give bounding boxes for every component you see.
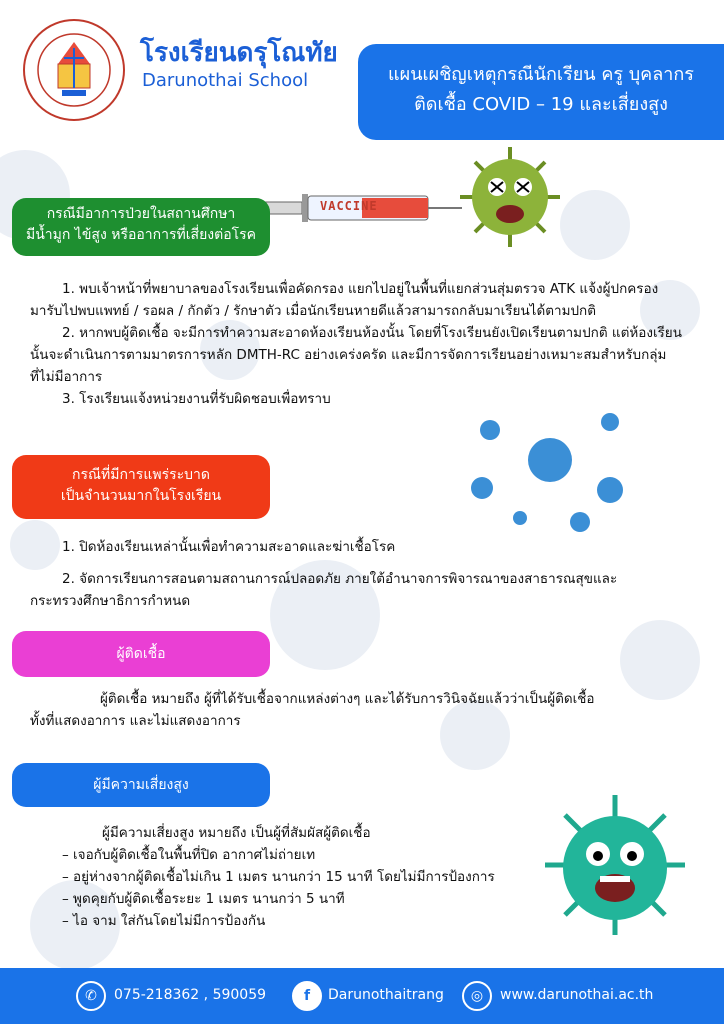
footer-phone: 075-218362 , 590059 xyxy=(114,987,267,1003)
list-item: มารับไปพบแพทย์ / รอผล / กักตัว / รักษาตัว เมื่อนักเรียนหายดีแล้วสามารถกลับมาเรียนได้ตามปกติ xyxy=(30,303,596,319)
list-item: 3. โรงเรียนแจ้งหน่วยงานที่รับผิดชอบเพื่อทราบ xyxy=(62,391,331,407)
list-item: – ไอ จาม ใส่กันโดยไม่มีการป้องกัน xyxy=(62,913,266,929)
section-heading-line2: มีน้ำมูก ไข้สูง หรืออาการที่เสี่ยงต่อโรค xyxy=(25,227,257,243)
definition-line: ผู้ติดเชื้อ หมายถึง ผู้ที่ได้รับเชื้อจากแหล่งต่างๆ และได้รับการวินิจฉัยแล้วว่าเป็นผู้ติดเชื้อ xyxy=(100,691,595,707)
phone-icon: ✆ xyxy=(76,981,106,1011)
list-item: – พูดคุยกับผู้ติดเชื้อระยะ 1 เมตร นานกว่า 5 นาที xyxy=(62,891,345,907)
globe-icon[interactable]: ◎ xyxy=(462,981,492,1011)
section-infected-text xyxy=(30,688,700,732)
section-sick-at-school-heading xyxy=(12,198,270,256)
list-item: – อยู่ห่างจากผู้ติดเชื้อไม่เกิน 1 เมตร นานกว่า 15 นาที โดยไม่มีการป้องการ xyxy=(62,869,495,885)
list-item: 1. ปิดห้องเรียนเหล่านั้นเพื่อทำความสะอาดและฆ่าเชื้อโรค xyxy=(62,539,396,555)
section-heading-line1: กรณีมีอาการป่วยในสถานศึกษา xyxy=(46,206,236,222)
list-item: 2. จัดการเรียนการสอนตามสถานการณ์ปลอดภัย ภายใต้อำนาจการพิจารณาของสาธารณสุขและ xyxy=(62,571,618,587)
footer-contact-bar xyxy=(0,968,724,1024)
list-item: กระทรวงศึกษาธิการกำหนด xyxy=(30,593,191,609)
vaccine-label: VACCINE xyxy=(320,199,378,213)
background-virus-decoration xyxy=(560,190,630,260)
section-heading-line1: กรณีที่มีการแพร่ระบาด xyxy=(72,467,210,483)
facebook-icon[interactable]: f xyxy=(292,981,322,1011)
page-title-line2: ติดเชื้อ COVID – 19 และเสี่ยงสูง xyxy=(414,94,668,115)
list-item: 2. หากพบผู้ติดเชื้อ จะมีการทำความสะอาดห้องเรียนห้องนั้น โดยที่โรงเรียนยังเปิดเรียนตามปกติ แต่ห้องเรียน xyxy=(62,325,682,341)
school-name-thai: โรงเรียนดรุโณทัย xyxy=(140,38,338,68)
cartoon-virus-icon xyxy=(455,142,565,252)
section-outbreak-heading xyxy=(12,455,270,519)
page-title-line1: แผนเผชิญเหตุกรณีนักเรียน ครู บุคลากร xyxy=(388,64,694,85)
school-name-english: Darunothai School xyxy=(142,70,309,91)
list-item: 1. พบเจ้าหน้าที่พยาบาลของโรงเรียนเพื่อคัดกรอง แยกไปอยู่ในพื้นที่แยกส่วนสุ่มตรวจ ATK แจ้งผู้ปกครอง xyxy=(62,281,659,297)
vaccine-syringe-illustration xyxy=(262,188,462,228)
definition-line: ทั้งที่แสดงอาการ และไม่แสดงอาการ xyxy=(30,713,241,729)
section-sick-at-school-list xyxy=(30,278,700,410)
section-heading-line2: เป็นจำนวนมากในโรงเรียน xyxy=(60,488,222,504)
footer-website-link[interactable]: www.darunothai.ac.th xyxy=(500,987,654,1003)
definition-line: ผู้มีความเสี่ยงสูง หมายถึง เป็นผู้ที่สัมผัสผู้ติดเชื้อ xyxy=(102,825,371,841)
section-high-risk-heading: ผู้มีความเสี่ยงสูง xyxy=(12,763,270,807)
section-outbreak-list xyxy=(30,536,700,612)
list-item: ที่ไม่มีอาการ xyxy=(30,369,103,385)
list-item: – เจอกับผู้ติดเชื้อในพื้นที่ปิด อากาศไม่ถ่ายเท xyxy=(62,847,316,863)
section-high-risk-list xyxy=(62,822,562,932)
footer-facebook-link[interactable]: Darunothaitrang xyxy=(328,987,444,1003)
virus-cluster-illustration xyxy=(460,400,640,540)
school-logo xyxy=(22,18,126,122)
list-item: นั้นจะดำเนินการตามมาตรการหลัก DMTH-RC อย่างเคร่งครัด และมีการจัดการเรียนอย่างเหมาะสมสำหรับกลุ่ม xyxy=(30,347,667,363)
page-title-box xyxy=(358,44,724,140)
section-infected-heading: ผู้ติดเชื้อ xyxy=(12,631,270,677)
scared-virus-icon xyxy=(540,790,690,940)
